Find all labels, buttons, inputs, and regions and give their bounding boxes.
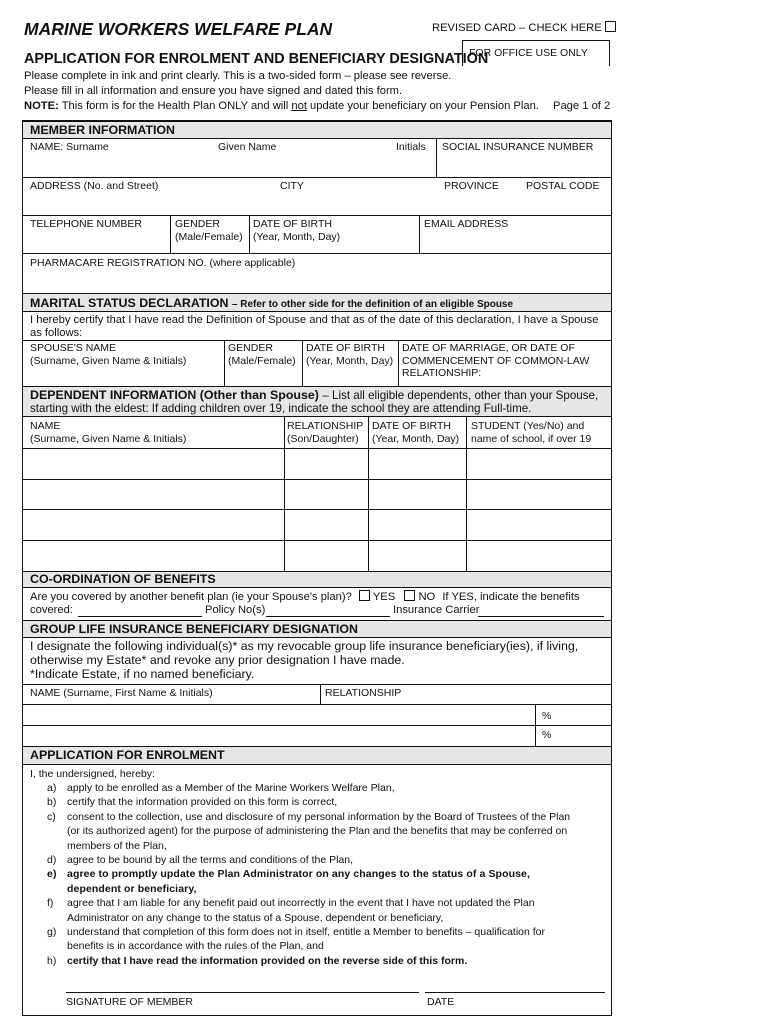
marriage-date-label-2: COMMENCEMENT OF COMMON-LAW <box>402 354 590 367</box>
dob-label-1: DATE OF BIRTH <box>253 218 332 230</box>
coord-carrier-field[interactable] <box>478 616 604 617</box>
coord-covered-label: covered: <box>30 604 73 616</box>
enrol-item-a-text: apply to be enrolled as a Member of the Marine Workers Welfare Plan, <box>67 782 395 794</box>
date-field[interactable] <box>425 992 605 993</box>
beneficiary-pct-2: % <box>542 729 552 741</box>
dependent-relationship-label <box>287 420 363 445</box>
enrol-section-heading: APPLICATION FOR ENROLMENT <box>30 748 225 762</box>
coord-if-yes: If YES, indicate the benefits <box>442 591 580 603</box>
enrol-item-d-letter: d) <box>47 854 57 867</box>
coord-covered-field[interactable] <box>78 616 202 617</box>
enrol-item-b-letter: b) <box>47 796 57 809</box>
postal-code-label: POSTAL CODE <box>526 180 600 192</box>
coord-no-label: NO <box>418 591 436 603</box>
enrol-item-h <box>24 954 608 968</box>
enrol-item-a-letter: a) <box>47 782 57 794</box>
date-label: DATE <box>427 996 455 1008</box>
spouse-dob-label-1: DATE OF BIRTH <box>306 342 385 354</box>
province-label: PROVINCE <box>444 180 499 192</box>
life-section-heading: GROUP LIFE INSURANCE BENEFICIARY DESIGNATION <box>30 622 358 636</box>
enrol-item-f <box>24 896 608 925</box>
beneficiary-name-label: NAME (Surname, First Name & Initials) <box>30 687 213 699</box>
enrol-item-g-text-1: understand that completion of this form does not in itself, entitle a Member to benefits – qualification for <box>67 926 546 939</box>
dependent-student-label-1: STUDENT (Yes/No) and <box>471 420 585 432</box>
coord-yes-label: YES <box>372 591 396 603</box>
application-title: APPLICATION FOR ENROLMENT AND BENEFICIARY DESIGNATION <box>24 51 489 67</box>
email-label: EMAIL ADDRESS <box>424 218 509 230</box>
note-text-b: update your beneficiary on your Pension Plan. <box>310 100 539 112</box>
enrol-item-f-text-1: agree that I am liable for any benefit paid out incorrectly in the event that I have not updated the Plan <box>67 897 535 910</box>
spouse-dob-label-2: (Year, Month, Day) <box>306 354 394 367</box>
spouse-gender-label-2: (Male/Female) <box>228 354 296 367</box>
address-label: ADDRESS (No. and Street) <box>30 180 159 192</box>
enrol-item-d-text: agree to be bound by all the terms and conditions of the Plan, <box>67 854 354 867</box>
enrol-item-h-letter: h) <box>47 954 57 967</box>
spouse-name-label <box>30 342 186 367</box>
spouse-gender-label-1: GENDER <box>228 342 273 354</box>
dependent-dob-label-1: DATE OF BIRTH <box>372 420 451 432</box>
note-text-a: This form is for the Health Plan ONLY and will <box>61 100 289 112</box>
gender-label <box>175 218 243 243</box>
enrol-item-f-letter: f) <box>47 897 54 910</box>
enrol-item-g-letter: g) <box>47 926 57 939</box>
life-text <box>30 639 578 681</box>
member-section-heading: MEMBER INFORMATION <box>30 123 176 137</box>
marital-heading-text: MARITAL STATUS DECLARATION <box>30 296 229 310</box>
life-text-3: *Indicate Estate, if no named beneficiary. <box>30 667 255 681</box>
dependent-heading-text: DEPENDENT INFORMATION (Other than Spouse) <box>30 388 319 402</box>
enrol-item-e <box>24 867 608 896</box>
signature-field[interactable] <box>66 992 419 993</box>
dependent-name-label-2: (Surname, Given Name & Initials) <box>30 432 187 445</box>
enrol-item-e-text-1: agree to promptly update the Plan Administrator on any changes to the status of a Spouse, <box>67 868 530 881</box>
city-label: CITY <box>280 180 304 192</box>
coord-carrier-label: Insurance Carrier <box>393 604 480 616</box>
beneficiary-pct-1: % <box>542 710 552 722</box>
enrol-item-g <box>24 925 608 954</box>
coord-question: Are you covered by another benefit plan (ie your Spouse's plan)? <box>30 591 352 603</box>
dependent-name-label <box>30 420 186 445</box>
enrol-item-h-text: certify that I have read the information provided on the reverse side of this form. <box>67 954 468 967</box>
enrol-item-b-text: certify that the information provided on this form is correct, <box>67 796 338 809</box>
dob-label <box>253 218 340 243</box>
page-number: Page 1 of 2 <box>553 100 611 112</box>
intro-line-1: Please complete in ink and print clearly. This is a two-sided form – please see reverse. <box>24 70 452 82</box>
marital-section-heading <box>30 296 513 310</box>
pharmacare-label: PHARMACARE REGISTRATION NO. (where applicable) <box>30 257 296 269</box>
revised-card-label <box>432 21 616 34</box>
sin-label: SOCIAL INSURANCE NUMBER <box>442 141 594 153</box>
beneficiary-relationship-label: RELATIONSHIP <box>325 687 402 699</box>
enrol-items-list <box>24 781 608 968</box>
dependent-relationship-label-1: RELATIONSHIP <box>287 420 364 432</box>
enrol-item-g-text-2: benefits is in accordance with the rules of the Plan, and <box>67 940 324 953</box>
note-not: not <box>291 100 307 112</box>
enrol-item-d <box>24 853 608 867</box>
marriage-date-label-1: DATE OF MARRIAGE, OR DATE OF <box>402 342 575 354</box>
note-line <box>24 100 539 112</box>
dependent-relationship-label-2: (Son/Daughter) <box>287 432 359 445</box>
dob-label-2: (Year, Month, Day) <box>253 230 341 243</box>
marriage-date-label-3: RELATIONSHIP: <box>402 367 482 380</box>
coord-question-line <box>30 590 580 603</box>
revised-card-checkbox[interactable] <box>605 21 616 32</box>
spouse-name-label-1: SPOUSE'S NAME <box>30 342 117 354</box>
initials-label: Initials <box>396 141 426 153</box>
dependent-student-label <box>471 420 591 445</box>
enrol-item-b <box>24 795 608 809</box>
enrol-item-c-text-1: consent to the collection, use and disclosure of my personal information by the Board of Trustees of the Plan <box>67 810 571 823</box>
enrol-item-e-text-2: dependent or beneficiary, <box>67 882 197 895</box>
dependent-name-label-1: NAME <box>30 420 61 432</box>
revised-card-text: REVISED CARD – CHECK HERE <box>432 22 602 34</box>
enrol-item-f-text-2: Administrator on any change to the status of a Spouse, dependent or beneficiary, <box>67 911 444 924</box>
intro-line-2: Please fill in all information and ensure you have signed and dated this form. <box>24 85 403 97</box>
coord-no-checkbox[interactable] <box>404 590 415 601</box>
dependent-line-2: starting with the eldest: If adding children over 19, indicate the school they are attending Full-time. <box>30 402 532 415</box>
office-use-label: FOR OFFICE USE ONLY <box>469 47 588 59</box>
coord-policy-label: Policy No(s) <box>205 604 266 616</box>
spouse-name-label-2: (Surname, Given Name & Initials) <box>30 354 187 367</box>
enrol-item-c-text-3: members of the Plan, <box>67 839 167 852</box>
gender-label-1: GENDER <box>175 218 220 230</box>
coord-yes-checkbox[interactable] <box>359 590 370 601</box>
note-label: NOTE: <box>24 100 59 112</box>
enrol-item-a <box>24 781 608 795</box>
enrol-item-c-text-2: (or its authorized agent) for the purpose of administering the Plan and the benefits that may be conferred on <box>67 825 568 838</box>
marriage-date-label <box>402 342 589 380</box>
enrol-item-c-letter: c) <box>47 810 56 823</box>
marital-certify-2: as follows: <box>30 327 83 339</box>
dependent-dob-label <box>372 420 459 445</box>
spouse-gender-label <box>228 342 296 367</box>
enrol-intro: I, the undersigned, hereby: <box>30 768 155 780</box>
marital-heading-note: – Refer to other side for the definition of an eligible Spouse <box>231 299 514 310</box>
form-title: MARINE WORKERS WELFARE PLAN <box>24 19 333 39</box>
dependent-student-label-2: name of school, if over 19 <box>471 432 592 445</box>
spouse-dob-label <box>306 342 393 367</box>
coord-policy-field[interactable] <box>266 616 390 617</box>
dependent-dob-label-2: (Year, Month, Day) <box>372 432 460 445</box>
given-name-label: Given Name <box>218 141 277 153</box>
life-text-2: otherwise my Estate* and revoke any prior designation I have made. <box>30 653 405 667</box>
signature-label: SIGNATURE OF MEMBER <box>66 996 193 1008</box>
enrol-item-c <box>24 810 608 853</box>
name-surname-label: NAME: Surname <box>30 141 109 153</box>
marital-certify-1: I hereby certify that I have read the Definition of Spouse and that as of the date of this declaration, I have a Spouse <box>30 314 599 326</box>
dependent-section-heading <box>30 388 598 402</box>
coord-section-heading: CO-ORDINATION OF BENEFITS <box>30 572 216 586</box>
telephone-label: TELEPHONE NUMBER <box>30 218 143 230</box>
marital-certify <box>30 314 598 340</box>
dependent-heading-note: – List all eligible dependents, other than your Spouse, <box>322 389 599 402</box>
enrol-item-e-letter: e) <box>47 868 57 881</box>
life-text-1: I designate the following individual(s)* as my revocable group life insurance beneficiary(ies), if living, <box>30 639 579 653</box>
gender-label-2: (Male/Female) <box>175 230 243 243</box>
